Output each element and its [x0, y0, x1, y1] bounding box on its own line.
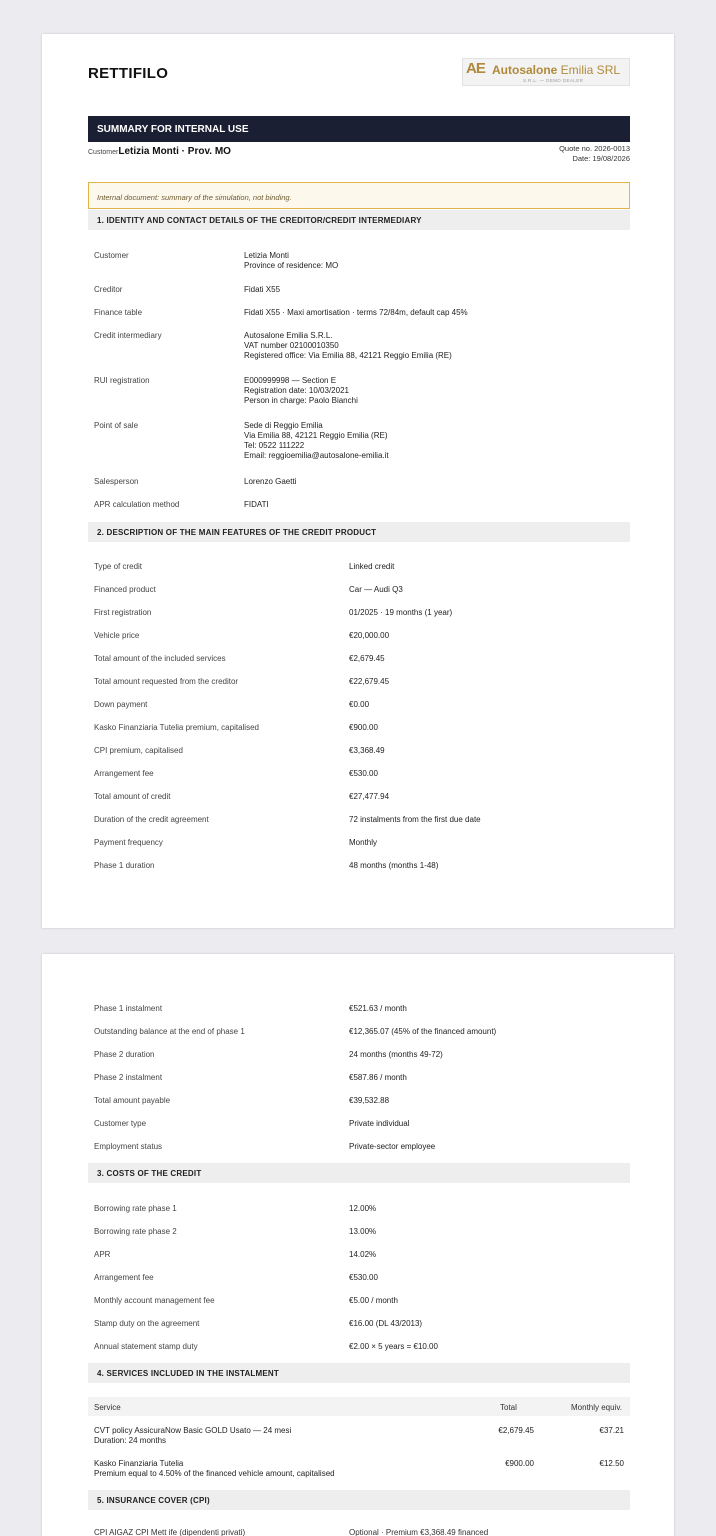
section-title: 1. IDENTITY AND CONTACT DETAILS OF THE CREDITOR/CREDIT INTERMEDIARY	[97, 216, 422, 225]
services-table-header	[88, 1397, 630, 1416]
cpi-row-partial: CPI AIGAZ CPI Mett ife (dipendenti privati) Optional · Premium €3,368.49 financed	[94, 1528, 489, 1536]
brand-name: RETTIFILO	[88, 65, 169, 82]
document-page-1: RETTIFILO AE Autosalone Emilia SRL S.R.L. — DEMO DEALER SUMMARY FOR INTERNAL USE CustomerLetizia Monti · Prov. MO Quote no. 2026-0013 Date: 19/08/2026 Internal document: summary of the simulation, not binding. 1. IDENTITY AND CONTACT DETAILS OF THE CREDITOR/CREDIT INTERMEDIARY Customer Letizia Monti Province of residence: MO Creditor Fidati X55 Finance table Fidati X55 · Maxi amortisation · terms 72/84m, default cap 45% Credit intermediary Autosalone Emilia S.R.L. VAT number 02100010350 Registered office: Via Emilia 88, 42121 Reggio Emilia (RE) RUI registration E000999998 — Section E Registration date: 10/03/2021 Person in charge: Paolo Bianchi Point of sale Sede di Reggio Emilia Via Emilia 88, 42121 Reggio Emilia (RE) Tel: 0522 111222 Email: reggioemilia@autosalone-emilia.it Salesperson Lorenzo Gaetti APR calculation method FIDATI 2. DESCRIPTION OF THE MAIN FEATURES OF THE CREDIT PRODUCT Type of credit Linked credit Financed product Car — Audi Q3 First registration 01/2025 · 19 months (1 year) Vehicle price €20,000.00 Total amount of the included services €2,679.45 Total amount requested from the creditor €22,679.45 Down payment €0.00 Kasko Finanziaria Tutelia premium, capitalised €900.00 CPI premium, capitalised €3,368.49 Arrangement fee €530.00 Total amount of credit €27,477.94 Duration of the credit agreement 72 instalments from the first due date Payment frequency Monthly Phase 1 duration 48 months (months 1-48)	[42, 34, 674, 928]
logo-text: Autosalone Emilia SRL	[492, 63, 621, 77]
col-monthly: Monthly equiv.	[571, 1403, 622, 1412]
notice-text: Internal document: summary of the simulation, not binding.	[97, 193, 292, 202]
logo-subtitle: S.R.L. — DEMO DEALER	[523, 78, 584, 83]
document-title: SUMMARY FOR INTERNAL USE	[97, 124, 249, 135]
section-header-identity	[88, 210, 630, 230]
document-title-bar	[88, 116, 630, 142]
section-header-costs	[88, 1163, 630, 1183]
customer-line	[88, 146, 231, 157]
customer-province: · Prov. MO	[178, 146, 231, 157]
section-header-product	[88, 522, 630, 542]
col-service: Service	[94, 1403, 121, 1412]
internal-notice	[88, 182, 630, 209]
section-header-insurance	[88, 1490, 630, 1510]
section-title: 5. INSURANCE COVER (CPI)	[97, 1496, 210, 1505]
section-title: 2. DESCRIPTION OF THE MAIN FEATURES OF THE CREDIT PRODUCT	[97, 528, 377, 537]
dealer-logo	[462, 58, 630, 86]
section-header-services	[88, 1363, 630, 1383]
document-page-2: Phase 1 instalment €521.63 / month Outstanding balance at the end of phase 1 €12,365.07 (45% of the financed amount) Phase 2 duration 24 months (months 49-72) Phase 2 instalment €587.86 / month Total amount payable €39,532.88 Customer type Private individual Employment status Private-sector employee 3. COSTS OF THE CREDIT Borrowing rate phase 1 12.00% Borrowing rate phase 2 13.00% APR 14.02% Arrangement fee €530.00 Monthly account management fee €5.00 / month Stamp duty on the agreement €16.00 (DL 43/2013) Annual statement stamp duty €2.00 × 5 years = €10.00 4. SERVICES INCLUDED IN THE INSTALMENT Service Total Monthly equiv. CVT policy AssicuraNow Basic GOLD Usato — 24 mesi Duration: 24 months €2,679.45 €37.21 Kasko Finanziaria Tutelia Premium equal to 4.50% of the financed vehicle amount, capitalised €900.00 €12.50 5. INSURANCE COVER (CPI) CPI AIGAZ CPI Mett ife (dipendenti privati) Optional · Premium €3,368.49 financed	[42, 954, 674, 1536]
quote-date: Date: 19/08/2026	[572, 154, 630, 163]
logo-mark-icon: AE	[466, 60, 485, 77]
customer-name: Letizia Monti	[118, 146, 179, 157]
quote-info	[559, 144, 630, 164]
quote-number: Quote no. 2026-0013	[559, 144, 630, 153]
col-total: Total	[500, 1403, 517, 1412]
customer-label: Customer	[88, 149, 119, 156]
section-title: 4. SERVICES INCLUDED IN THE INSTALMENT	[97, 1369, 279, 1378]
section-title: 3. COSTS OF THE CREDIT	[97, 1169, 202, 1178]
